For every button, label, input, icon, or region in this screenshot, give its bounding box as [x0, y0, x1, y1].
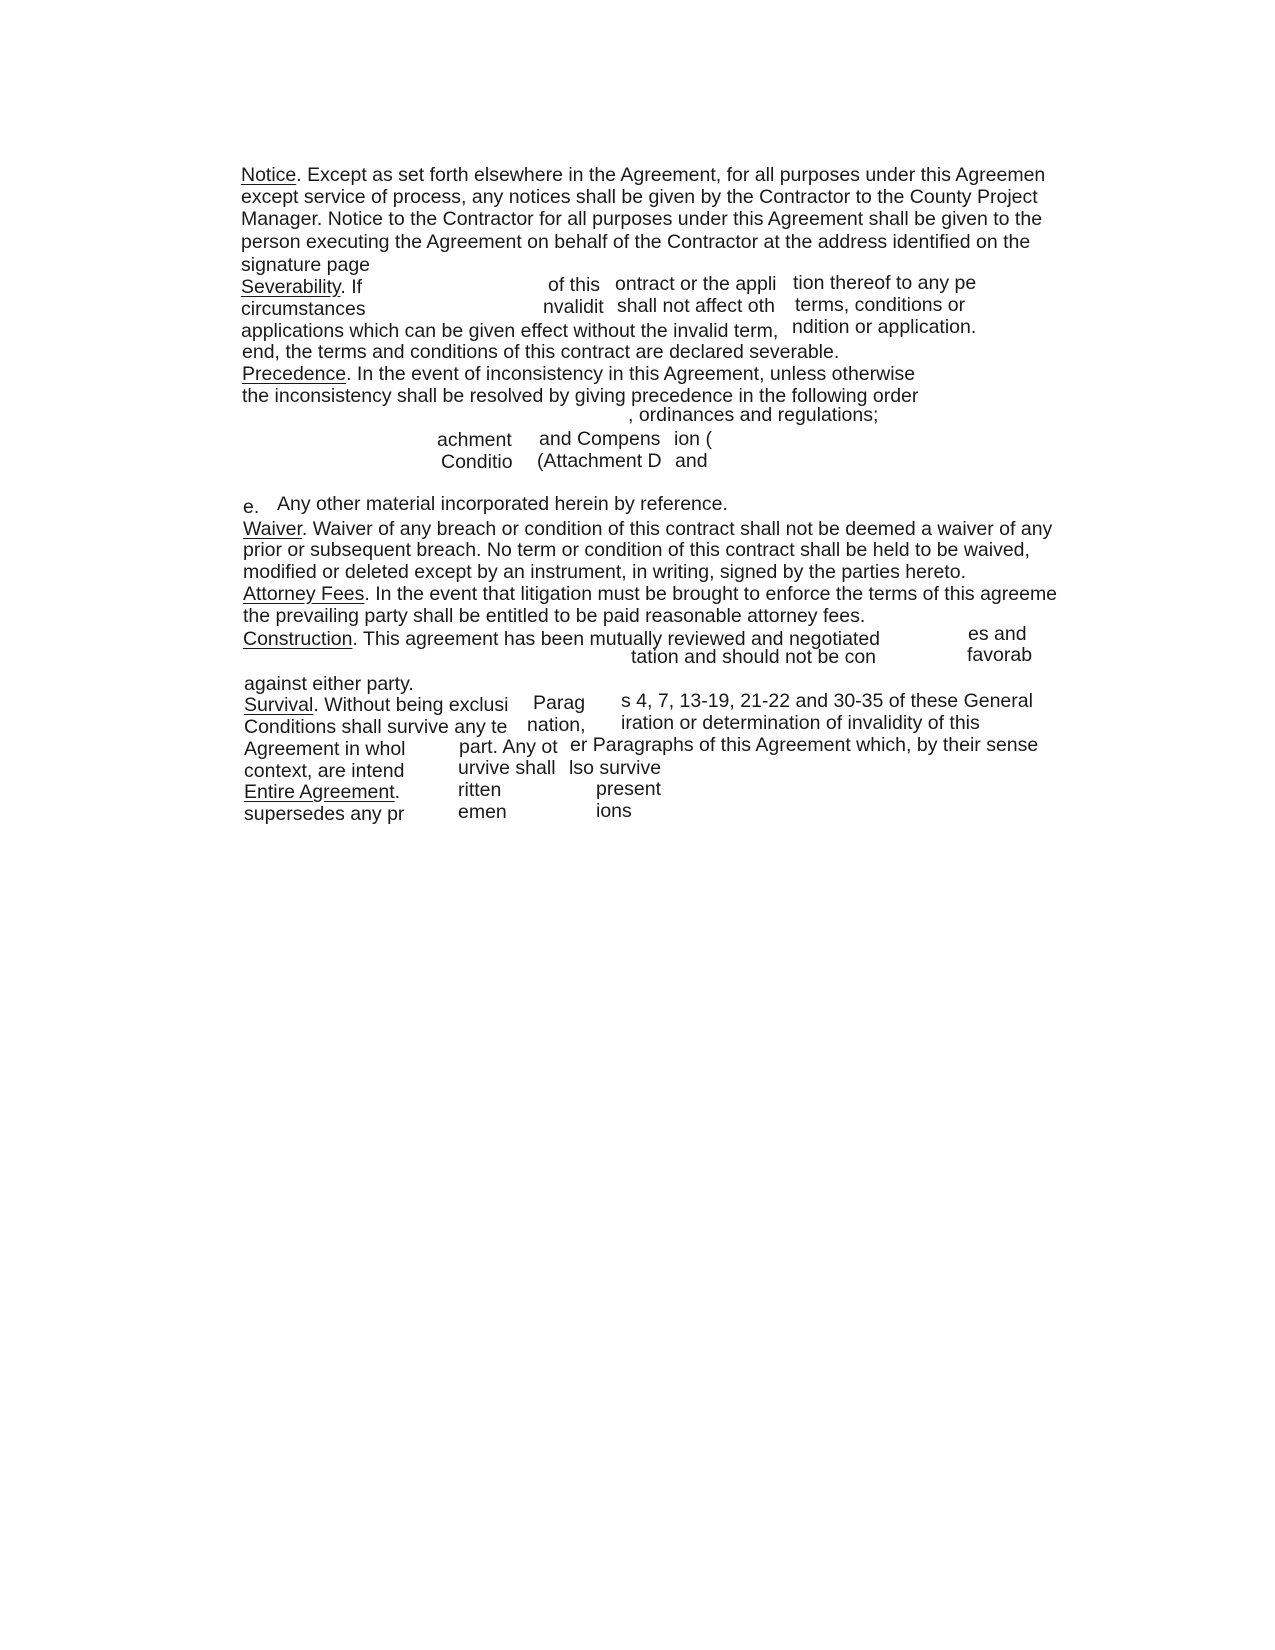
precedence-line-5b: (Attachment D [537, 450, 662, 472]
survival-line-1b: Parag [533, 692, 586, 714]
waiver-line-2: prior or subsequent breach. No term or condition of this contract shall be held to be waived, [243, 539, 1030, 561]
construction-line-3: against either party. [244, 673, 414, 695]
attorney-fees-line-2: the prevailing party shall be entitled to be paid reasonable attorney fees. [243, 605, 866, 627]
construction-line-2a: tation and should not be con [631, 646, 877, 668]
survival-line-3c: er Paragraphs of this Agreement which, by their sense [570, 734, 1039, 756]
precedence-line-4b: and Compens [539, 428, 661, 450]
severability-line-2b: nvalidit [543, 296, 604, 318]
precedence-line-3: , ordinances and regulations; [628, 404, 879, 426]
precedence-line-1 [242, 363, 915, 385]
severability-line-3a: applications which can be given effect without the invalid term, [241, 320, 779, 342]
precedence-heading: Precedence [242, 363, 347, 385]
severability-line-1c: ontract or the appli [615, 273, 777, 295]
waiver-line-1 [243, 518, 1052, 540]
survival-line-1c: s 4, 7, 13-19, 21-22 and 30-35 of these General [621, 690, 1033, 712]
survival-line-4c: lso survive [569, 757, 662, 779]
entire-agreement-line-2c: ions [596, 800, 632, 822]
survival-line-2a: Conditions shall survive any te [244, 716, 508, 738]
precedence-line-4c: ion ( [674, 428, 712, 450]
precedence-line-5a: Conditio [441, 451, 513, 473]
notice-line-5: signature page [241, 254, 371, 276]
severability-line-2a: circumstances [241, 298, 366, 320]
survival-line-1a [244, 694, 508, 716]
construction-text-1a: . This agreement has been mutually reviewed and negotiated [352, 628, 881, 650]
severability-line-4: end, the terms and conditions of this contract are declared severable. [242, 341, 840, 363]
attorney-fees-text-1: . In the event that litigation must be brought to enforce the terms of this agreeme [364, 583, 1058, 605]
severability-line-1b: of this [548, 274, 601, 296]
notice-line-2: except service of process, any notices shall be given by the Contractor to the County Project [241, 186, 1038, 208]
waiver-line-3: modified or deleted except by an instrument, in writing, signed by the parties hereto. [243, 561, 966, 583]
construction-line-2b: favorab [967, 644, 1033, 666]
notice-line-1 [241, 164, 1045, 186]
survival-heading: Survival [244, 694, 314, 716]
construction-line-1b: es and [968, 623, 1027, 645]
survival-line-4a: context, are intend [244, 760, 405, 782]
survival-line-2b: nation, [527, 714, 586, 736]
notice-heading: Notice [241, 164, 297, 186]
notice-line-3: Manager. Notice to the Contractor for all purposes under this Agreement shall be given to the [241, 208, 1043, 230]
waiver-heading: Waiver [243, 518, 302, 540]
precedence-item-e-text: Any other material incorporated herein by reference. [277, 493, 728, 515]
severability-line-1d: tion thereof to any pe [793, 272, 977, 294]
entire-agreement-line-1c: present [596, 778, 662, 800]
severability-heading: Severability [241, 276, 341, 298]
attorney-fees-line-1 [243, 583, 1057, 605]
severability-line-3b: ndition or application. [792, 316, 977, 338]
precedence-line-2: the inconsistency shall be resolved by giving precedence in the following order [242, 385, 919, 407]
entire-agreement-text-1a: . [394, 781, 401, 803]
attorney-fees-heading: Attorney Fees [243, 583, 365, 605]
notice-text-1: . Except as set forth elsewhere in the Agreement, for all purposes under this Agreemen [296, 164, 1046, 186]
severability-line-2d: terms, conditions or [795, 294, 966, 316]
survival-line-4b: urvive shall [458, 757, 556, 779]
survival-line-3a: Agreement in whol [244, 738, 406, 760]
precedence-line-5c: and [675, 450, 708, 472]
severability-line-1a [241, 276, 362, 298]
severability-line-2c: shall not affect oth [617, 295, 775, 317]
construction-heading: Construction [243, 628, 353, 650]
precedence-item-e-marker: e. [243, 496, 260, 518]
severability-text-1a: . If [340, 276, 363, 298]
waiver-text-1: . Waiver of any breach or condition of this contract shall not be deemed a waiver of any [301, 518, 1053, 540]
precedence-line-4a: achment [437, 429, 512, 451]
entire-agreement-line-1a [244, 781, 400, 803]
precedence-text-1: . In the event of inconsistency in this Agreement, unless otherwise [346, 363, 916, 385]
entire-agreement-heading: Entire Agreement [244, 781, 395, 803]
survival-line-3b: part. Any ot [459, 736, 558, 758]
notice-line-4: person executing the Agreement on behalf of the Contractor at the address identified on the [241, 231, 1031, 253]
entire-agreement-line-2b: emen [458, 801, 507, 823]
survival-line-2c: iration or determination of invalidity of this [621, 712, 980, 734]
entire-agreement-line-2a: supersedes any pr [244, 803, 405, 825]
survival-text-1a: . Without being exclusi [313, 694, 509, 716]
entire-agreement-line-1b: ritten [458, 779, 502, 801]
